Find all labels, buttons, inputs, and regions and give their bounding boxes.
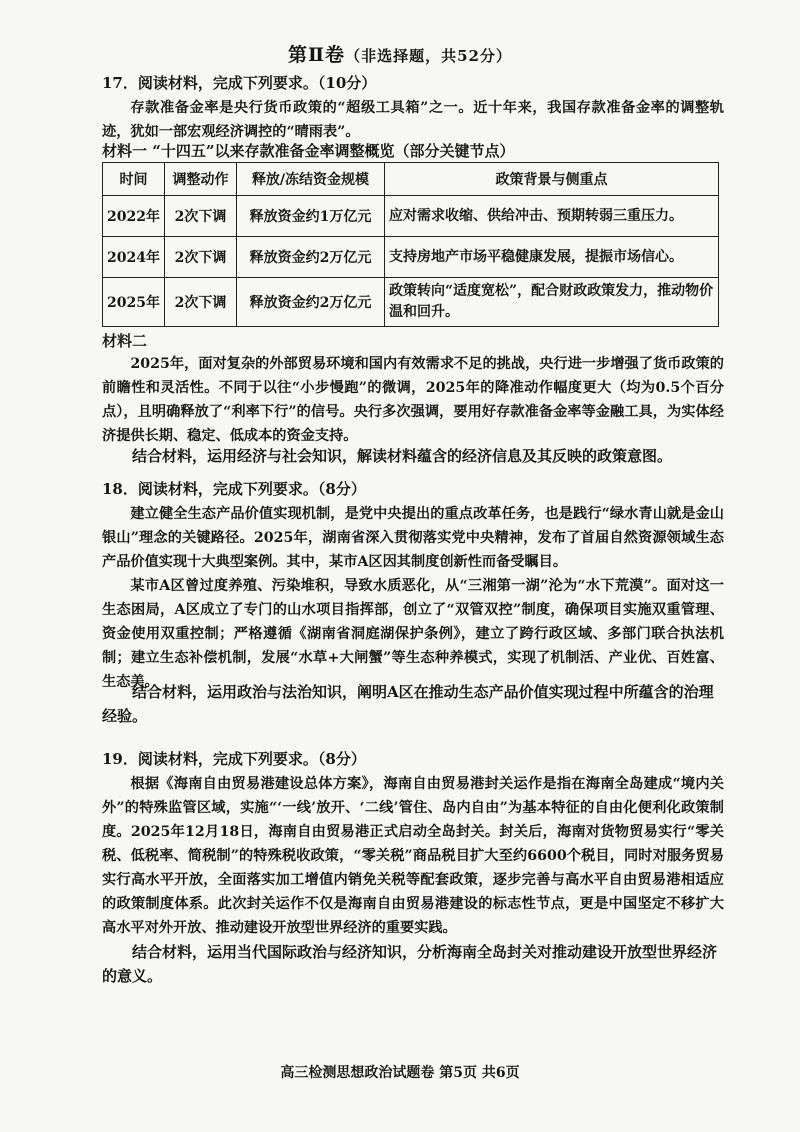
q18-header: 18．阅读材料，完成下列要求。（8分） [102,480,366,498]
table-cell: 2次下调 [165,196,237,237]
q17-material2: 2025年，面对复杂的外部贸易环境和国内有效需求不足的挑战，央行进一步增强了货币政策的前瞻性和灵活性。不同于以往“小步慢跑”的微调，2025年的降准动作幅度更大（均为0.5个百分点），且明确释放了“利率下行”的信号。央行多次强调，要用好存款准备金率等金融工具，为实体经济提供长期、稳定、低成本的资金支持。 [102,356,724,444]
part-title-main: 第Ⅱ卷 [288,44,346,66]
q19-task: 结合材料，运用当代国际政治与经济知识，分析海南全岛封关对推动建设开放型世界经济的意义。 [102,943,718,985]
table-header-cell: 调整动作 [165,163,237,196]
q18-task: 结合材料，运用政治与法治知识，阐明A区在推动生态产品价值实现过程中所蕴含的治理经验。 [102,683,714,725]
table-header-cell: 释放/冻结资金规模 [237,163,385,196]
page-footer: 高三检测思想政治试题卷 第5页 共6页 [280,1065,520,1081]
table-row [103,196,719,237]
q18-para2: 某市A区曾过度养殖、污染堆积，导致水质恶化，从“三湘第一湖”沦为“水下荒漠”。面对这一生态困局，A区成立了专门的山水项目指挥部，创立了“双管双控”制度，确保项目实施双重管理、资金使用双重控制；严格遵循《湖南省洞庭湖保护条例》，建立了跨行政区域、多部门联合执法机制；建立生态补偿机制，发展“水草+大闸蟹”等生态种养模式，实现了机制活、产业优、百姓富、生态美。 [102,578,724,690]
q17-material1-title: 材料一 “十四五”以来存款准备金率调整概览（部分关键节点） [102,142,515,160]
q17-intro: 存款准备金率是央行货币政策的“超级工具箱”之一。近十年来，我国存款准备金率的调整轨迹，犹如一部宏观经济调控的“晴雨表”。 [102,100,724,140]
table-header-cell: 时间 [103,163,165,196]
table-cell: 政策转向“适度宽松”，配合财政政策发力，推动物价温和回升。 [385,278,719,327]
table-header-row [103,163,719,196]
q19-header: 19．阅读材料，完成下列要求。（8分） [102,750,366,768]
q18-para1: 建立健全生态产品价值实现机制，是党中央提出的重点改革任务，也是践行“绿水青山就是金山银山”理念的关键路径。2025年，湖南省深入贯彻落实党中央精神，发布了首届自然资源领域生态产品价值实现十大典型案例。其中，某市A区因其制度创新性而备受瞩目。 [102,506,724,570]
table-row [103,237,719,278]
table-cell: 释放资金约2万亿元 [237,237,385,278]
table-header-cell: 政策背景与侧重点 [385,163,719,196]
q17-task: 结合材料，运用经济与社会知识，解读材料蕴含的经济信息及其反映的政策意图。 [132,447,673,465]
table-cell: 应对需求收缩、供给冲击、预期转弱三重压力。 [385,196,719,237]
part-title [0,40,800,67]
table-cell: 2024年 [103,237,165,278]
table-cell: 2025年 [103,278,165,327]
q17-header: 17．阅读材料，完成下列要求。（10分） [102,74,377,92]
q19-para1: 根据《海南自由贸易港建设总体方案》，海南自由贸易港封关运作是指在海南全岛建成“境内关外”的特殊监管区域，实施“‘一线’放开、‘二线’管住、岛内自由”为基本特征的自由化便利化政策制度。2025年12月18日，海南自由贸易港正式启动全岛封关。封关后，海南对货物贸易实行“零关税、低税率、简税制”的特殊税收政策，“零关税”商品税目扩大至约6600个税目，同时对服务贸易实行高水平开放，全面落实加工增值内销免关税等配套政策，逐步完善与高水平自由贸易港相适应的政策制度体系。此次封关运作不仅是海南自由贸易港建设的标志性节点，更是中国坚定不移扩大高水平对外开放、推动建设开放型世界经济的重要实践。 [102,776,724,936]
rate-adjustment-table [102,162,719,327]
table-row [103,278,719,327]
table-cell: 释放资金约2万亿元 [237,278,385,327]
table-cell: 2次下调 [165,278,237,327]
table-cell: 释放资金约1万亿元 [237,196,385,237]
part-title-subtitle: （非选择题，共52分） [345,47,512,65]
table-cell: 2022年 [103,196,165,237]
table-cell: 支持房地产市场平稳健康发展，提振市场信心。 [385,237,719,278]
q17-material2-title: 材料二 [102,332,148,350]
table-cell: 2次下调 [165,237,237,278]
